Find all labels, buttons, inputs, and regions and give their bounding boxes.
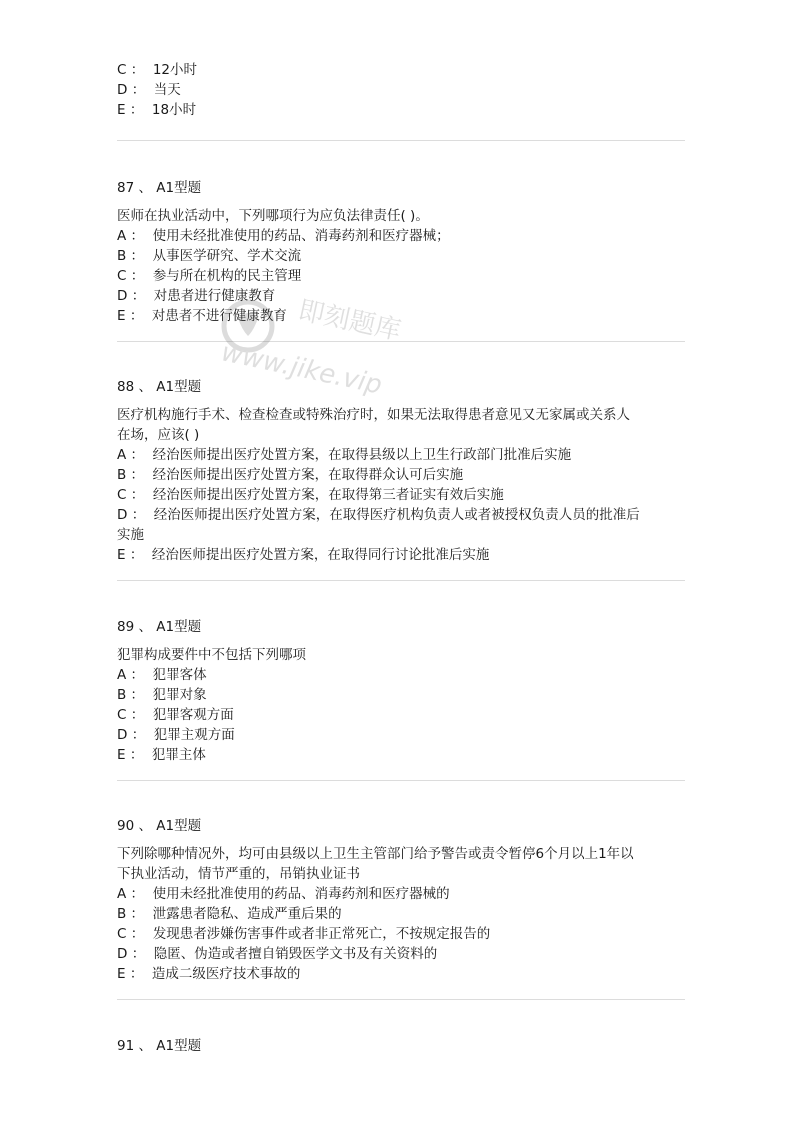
question-stem: 下列除哪种情况外，均可由县级以上卫生主管部门给予警告或责令暂停6个月以上1年以 <box>117 846 634 862</box>
watermark-brand: 即刻题库 <box>295 295 404 347</box>
question-header: 89 、 A1型题 <box>117 619 202 635</box>
option-d: D ： 经治医师提出医疗处置方案，在取得医疗机构负责人或者被授权负责人员的批准后 实施 <box>117 507 640 543</box>
watermark-url: www.jike.vip <box>218 337 385 401</box>
question-stem: 在场，应该( ) <box>117 427 200 443</box>
separator <box>117 341 685 342</box>
option-e: E ： 经治医师提出医疗处置方案，在取得同行讨论批准后实施 <box>117 547 490 563</box>
separator <box>117 780 685 781</box>
option-b: B ： 经治医师提出医疗处置方案，在取得群众认可后实施 <box>117 467 464 483</box>
option-d: D ： 隐匿、伪造或者擅自销毁医学文书及有关资料的 <box>117 946 438 962</box>
separator <box>117 580 685 581</box>
option-c: C ： 经治医师提出医疗处置方案，在取得第三者证实有效后实施 <box>117 487 504 503</box>
separator <box>117 140 685 141</box>
option-c: C ： 参与所在机构的民主管理 <box>117 268 302 284</box>
question-89 <box>117 617 685 765</box>
option-b: B ： 泄露患者隐私、造成严重后果的 <box>117 906 342 922</box>
question-stem: 医师在执业活动中，下列哪项行为应负法律责任( )。 <box>117 208 429 224</box>
option-a: A ： 经治医师提出医疗处置方案，在取得县级以上卫生行政部门批准后实施 <box>117 447 572 463</box>
option-e: E ： 造成二级医疗技术事故的 <box>117 966 301 982</box>
question-header: 90 、 A1型题 <box>117 818 202 834</box>
option-a: A ： 使用未经批准使用的药品、消毒药剂和医疗器械的 <box>117 886 450 902</box>
question-stem: 下执业活动，情节严重的，吊销执业证书 <box>117 866 360 882</box>
option-b: B ： 犯罪对象 <box>117 687 207 703</box>
option-d: D ： 对患者进行健康教育 <box>117 288 276 304</box>
option-c: C ： 发现患者涉嫌伤害事件或者非正常死亡，不按规定报告的 <box>117 926 491 942</box>
option-e: E ： 对患者不进行健康教育 <box>117 308 287 324</box>
option-e: E ： 犯罪主体 <box>117 747 206 763</box>
option-line: E ： 18小时 <box>117 102 197 118</box>
option-a: A ： 犯罪客体 <box>117 667 207 683</box>
option-d: D ： 犯罪主观方面 <box>117 727 235 743</box>
option-line: C ： 12小时 <box>117 62 197 78</box>
question-91 <box>117 1036 685 1056</box>
option-a: A ： 使用未经批准使用的药品、消毒药剂和医疗器械； <box>117 228 450 244</box>
separator <box>117 999 685 1000</box>
question-88 <box>117 377 685 565</box>
question-87 <box>117 178 685 326</box>
question-header: 88 、 A1型题 <box>117 379 202 395</box>
question-header: 91 、 A1型题 <box>117 1038 202 1054</box>
option-c: C ： 犯罪客观方面 <box>117 707 234 723</box>
question-stem: 医疗机构施行手术、检查检查或特殊治疗时，如果无法取得患者意见又无家属或关系人 <box>117 407 630 423</box>
question-stem: 犯罪构成要件中不包括下列哪项 <box>117 647 306 663</box>
prev-question-options <box>117 60 685 120</box>
question-90 <box>117 816 685 984</box>
question-header: 87 、 A1型题 <box>117 180 202 196</box>
option-b: B ： 从事医学研究、学术交流 <box>117 248 302 264</box>
option-line: D ： 当天 <box>117 82 181 98</box>
